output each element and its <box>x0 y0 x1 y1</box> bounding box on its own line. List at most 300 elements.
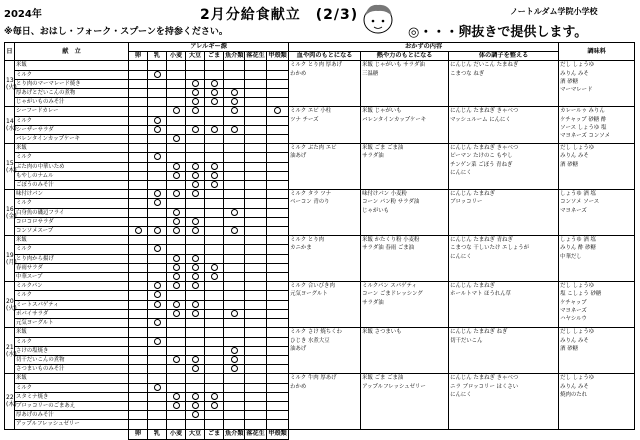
allergen-cell <box>129 337 148 346</box>
allergen-cell <box>245 236 267 245</box>
allergen-cell <box>148 125 167 134</box>
allergen-cell <box>129 135 148 144</box>
allergen-cell <box>267 328 289 337</box>
allergen-cell <box>224 383 245 392</box>
allergen-cell <box>167 254 186 263</box>
allergen-cell <box>205 153 224 162</box>
allergen-cell <box>148 401 167 410</box>
allergen-cell <box>148 411 167 420</box>
seasonings: だし しょうゆ みりん みそ 焼肉のたれ <box>559 374 635 429</box>
allergen-mark-icon <box>192 310 199 317</box>
dish-name: ミルク <box>15 245 129 254</box>
allergen-cell <box>205 199 224 208</box>
allergen-cell <box>129 181 148 190</box>
allergen-cell <box>205 337 224 346</box>
allergen-cell <box>186 365 205 374</box>
allergen-cell <box>148 263 167 272</box>
green-foods: にんじん たまねぎ きゃべつ ピーマン たけのこ もやし チンゲン菜 ごぼう 青ねぎ にんにく <box>449 144 559 190</box>
allergen-cell <box>129 245 148 254</box>
allergen-cell <box>205 125 224 134</box>
green-foods: にんじん たまねぎ 青ねぎ こまつな 干しいたけ エしょうが にんにく <box>449 236 559 282</box>
allergen-cell <box>186 116 205 125</box>
allergen-mark-icon <box>173 107 180 114</box>
allergen-cell <box>148 89 167 98</box>
page-title: 2月分給食献立 (2/3) <box>200 7 359 23</box>
allergen-cell <box>167 309 186 318</box>
allergen-cell <box>245 291 267 300</box>
allergen-cell <box>129 98 148 107</box>
allergen-cell <box>224 116 245 125</box>
dish-name: 米飯 <box>15 61 129 70</box>
allergen-mark-icon <box>154 282 161 289</box>
allergen-cell <box>167 217 186 226</box>
allergen-cell <box>167 319 186 328</box>
dish-name: とり肉のマーマレード焼き <box>15 79 129 88</box>
allergen-cell <box>167 199 186 208</box>
allergen-cell <box>224 245 245 254</box>
allergen-cell <box>167 181 186 190</box>
allergen-cell <box>205 107 224 116</box>
allergen-cell <box>167 365 186 374</box>
allergen-cell <box>205 254 224 263</box>
dish-name: ミルクパン <box>15 282 129 291</box>
allergen-cell <box>129 116 148 125</box>
allergen-cell <box>224 144 245 153</box>
table-row <box>5 328 635 337</box>
allergen-cell <box>129 401 148 410</box>
allergen-cell <box>148 383 167 392</box>
table-row <box>5 107 635 116</box>
allergen-cell <box>224 181 245 190</box>
dish-name: 米飯 <box>15 328 129 337</box>
allergen-cell <box>224 162 245 171</box>
child-illustration-icon <box>358 2 398 36</box>
allergen-cell <box>267 61 289 70</box>
allergen-cell <box>224 392 245 401</box>
foot-allergen: 小麦 <box>167 429 186 439</box>
allergen-cell <box>205 282 224 291</box>
green-foods: にんじん たまねぎ ブロッコリー <box>449 190 559 236</box>
allergen-cell <box>245 401 267 410</box>
allergen-cell <box>205 116 224 125</box>
table-row <box>5 282 635 291</box>
allergen-cell <box>267 107 289 116</box>
dish-name: ミルク <box>15 383 129 392</box>
allergen-cell <box>167 144 186 153</box>
allergen-cell <box>167 153 186 162</box>
foot-allergen: 大豆 <box>186 429 205 439</box>
allergen-mark-icon <box>231 227 238 234</box>
allergen-cell <box>224 374 245 383</box>
allergen-cell <box>267 79 289 88</box>
allergen-cell <box>148 392 167 401</box>
allergen-cell <box>148 346 167 355</box>
allergen-cell <box>245 273 267 282</box>
allergen-cell <box>148 181 167 190</box>
dish-name: ミルク <box>15 70 129 79</box>
allergen-cell <box>148 245 167 254</box>
table-row <box>5 144 635 153</box>
allergen-cell <box>129 171 148 180</box>
allergen-cell <box>148 337 167 346</box>
allergen-cell <box>186 236 205 245</box>
allergen-cell <box>167 291 186 300</box>
allergen-mark-icon <box>192 163 199 170</box>
allergen-cell <box>245 199 267 208</box>
allergen-mark-icon <box>173 402 180 409</box>
allergen-cell <box>186 153 205 162</box>
allergen-cell <box>224 190 245 199</box>
col-allergy-group: アレルギー源 <box>129 43 289 52</box>
allergen-cell <box>186 199 205 208</box>
allergen-cell <box>224 263 245 272</box>
egg-free-notice: ◎・・・卵抜きで提供します。 <box>408 25 588 40</box>
allergen-cell <box>129 309 148 318</box>
allergen-mark-icon <box>211 393 218 400</box>
red-foods: ミルク 合いびき肉 元気ヨーグルト <box>289 282 361 328</box>
allergen-cell <box>167 162 186 171</box>
allergen-mark-icon <box>154 190 161 197</box>
allergen-mark-icon <box>231 356 238 363</box>
allergen-cell <box>205 245 224 254</box>
allergen-cell <box>224 355 245 364</box>
allergen-cell <box>186 337 205 346</box>
dish-name: シーフードカレー <box>15 107 129 116</box>
allergen-cell <box>205 401 224 410</box>
foot-allergen: 卵 <box>129 429 148 439</box>
allergen-cell <box>167 135 186 144</box>
allergen-mark-icon <box>173 227 180 234</box>
day-label: 19 (月) <box>5 236 15 282</box>
allergen-cell <box>205 328 224 337</box>
allergen-cell <box>245 337 267 346</box>
allergen-mark-icon <box>173 301 180 308</box>
green-foods: にんじん だいこん たまねぎ こまつな ねぎ <box>449 61 559 107</box>
allergen-mark-icon <box>192 98 199 105</box>
allergen-cell <box>129 346 148 355</box>
allergen-cell <box>167 420 186 429</box>
allergen-mark-icon <box>192 255 199 262</box>
allergen-cell <box>186 374 205 383</box>
menu-table <box>4 42 635 440</box>
allergen-cell <box>267 89 289 98</box>
allergen-cell <box>205 273 224 282</box>
allergen-cell <box>267 374 289 383</box>
allergen-cell <box>245 217 267 226</box>
allergen-cell <box>186 282 205 291</box>
foot-allergen: 落花生 <box>245 429 267 439</box>
allergen-cell <box>267 273 289 282</box>
allergen-cell <box>186 162 205 171</box>
allergen-cell <box>167 116 186 125</box>
allergen-mark-icon <box>192 227 199 234</box>
col-red: 血や肉のもとになる <box>289 52 361 61</box>
red-foods: ミルク とり肉 厚あげ わかめ <box>289 61 361 107</box>
allergen-mark-icon <box>192 402 199 409</box>
col-allergen: 魚介類 <box>225 52 244 60</box>
allergen-cell <box>186 89 205 98</box>
allergen-cell <box>186 355 205 364</box>
allergen-mark-icon <box>231 347 238 354</box>
allergen-cell <box>205 291 224 300</box>
red-foods: ミルク さけ 焼ちくわ ひじき 水煮大豆 油あげ <box>289 328 361 374</box>
allergen-cell <box>205 236 224 245</box>
dish-name: スタミナ焼き <box>15 392 129 401</box>
foot-allergen: 乳 <box>148 429 167 439</box>
allergen-mark-icon <box>154 199 161 206</box>
col-day: 日 <box>5 43 15 61</box>
allergen-mark-icon <box>173 135 180 142</box>
seasonings: カレールゥ みりん ケチャップ 砂糖 酢 ソース しょうゆ 塩 マヨネーズ コンソメ <box>559 107 635 144</box>
allergen-cell <box>167 328 186 337</box>
allergen-cell <box>267 181 289 190</box>
allergen-mark-icon <box>192 172 199 179</box>
allergen-cell <box>167 190 186 199</box>
allergen-cell <box>224 365 245 374</box>
allergen-mark-icon <box>192 282 199 289</box>
allergen-cell <box>186 263 205 272</box>
allergen-mark-icon <box>154 117 161 124</box>
allergen-cell <box>205 411 224 420</box>
allergen-mark-icon <box>173 310 180 317</box>
foot-allergen: 魚介類 <box>224 429 245 439</box>
allergen-cell <box>267 171 289 180</box>
table-row <box>5 374 635 383</box>
dish-name: ミルク <box>15 199 129 208</box>
allergen-cell <box>245 153 267 162</box>
green-foods: にんじん たまねぎ きゃべつ ニラ ブロッコリー はくさい にんにく <box>449 374 559 429</box>
allergen-cell <box>148 116 167 125</box>
yellow-foods: 米飯 じゃがいも バレンタインカップケーキ <box>361 107 449 144</box>
allergen-mark-icon <box>173 218 180 225</box>
allergen-cell <box>129 291 148 300</box>
allergen-cell <box>245 79 267 88</box>
allergen-cell <box>148 236 167 245</box>
dish-name: 米飯 <box>15 236 129 245</box>
allergen-cell <box>245 300 267 309</box>
allergen-cell <box>224 217 245 226</box>
allergen-cell <box>148 282 167 291</box>
dish-name: ミルク <box>15 153 129 162</box>
seasonings: だし しょうゆ みりん みそ 酒 砂糖 <box>559 328 635 374</box>
allergen-mark-icon <box>211 163 218 170</box>
allergen-cell <box>167 346 186 355</box>
allergen-cell <box>167 273 186 282</box>
year-label: 2024年 <box>4 9 42 20</box>
allergen-cell <box>245 282 267 291</box>
dish-name: ブロッコリーのごまあえ <box>15 401 129 410</box>
allergen-cell <box>267 383 289 392</box>
allergen-mark-icon <box>211 98 218 105</box>
dish-name: ミートスパゲティ <box>15 300 129 309</box>
allergen-cell <box>267 337 289 346</box>
allergen-cell <box>267 346 289 355</box>
dish-name: とり肉から揚げ <box>15 254 129 263</box>
allergen-cell <box>129 420 148 429</box>
dish-name: ごぼうのみそ汁 <box>15 181 129 190</box>
allergen-cell <box>267 300 289 309</box>
allergen-cell <box>245 89 267 98</box>
allergen-mark-icon <box>211 126 218 133</box>
allergen-cell <box>267 217 289 226</box>
seasonings: しょうゆ 酒 塩 みりん 酢 砂糖 中華だし <box>559 236 635 282</box>
allergen-cell <box>167 236 186 245</box>
allergen-cell <box>205 383 224 392</box>
foot-allergen: ごま <box>205 429 224 439</box>
allergen-cell <box>267 208 289 217</box>
seasonings: しょうゆ 酒 塩 コンソメ ソース マヨネーズ <box>559 190 635 236</box>
allergen-mark-icon <box>173 393 180 400</box>
col-yellow: 熱や力のもとになる <box>361 52 449 61</box>
col-allergen: 小麦 <box>167 52 186 61</box>
allergen-cell <box>245 411 267 420</box>
allergen-cell <box>245 227 267 236</box>
allergen-cell <box>245 98 267 107</box>
allergen-mark-icon <box>211 181 218 188</box>
allergen-cell <box>267 420 289 429</box>
allergen-mark-icon <box>154 153 161 160</box>
allergen-cell <box>224 89 245 98</box>
allergen-cell <box>205 227 224 236</box>
allergen-mark-icon <box>154 319 161 326</box>
allergen-cell <box>224 79 245 88</box>
allergen-cell <box>224 300 245 309</box>
allergen-cell <box>186 254 205 263</box>
dish-name: シーザーサラダ <box>15 125 129 134</box>
allergen-mark-icon <box>154 245 161 252</box>
allergen-mark-icon <box>173 163 180 170</box>
table-row <box>5 190 635 199</box>
col-allergen: 大豆 <box>186 52 205 61</box>
dish-name: ミルク <box>15 291 129 300</box>
allergen-cell <box>267 245 289 254</box>
allergen-cell <box>224 70 245 79</box>
allergen-cell <box>186 319 205 328</box>
allergen-mark-icon <box>231 310 238 317</box>
allergen-mark-icon <box>231 365 238 372</box>
day-label: 16 (金) <box>5 190 15 236</box>
allergen-cell <box>224 346 245 355</box>
allergen-cell <box>245 263 267 272</box>
allergen-cell <box>267 263 289 272</box>
allergen-cell <box>245 181 267 190</box>
allergen-cell <box>167 300 186 309</box>
seasonings: だし しょうゆ 塩 こしょう 砂糖 ケチャップ マヨネーズ ハヤシルウ <box>559 282 635 328</box>
dish-name: 米飯 <box>15 144 129 153</box>
allergen-cell <box>129 236 148 245</box>
seasonings: だし しょうゆ みりん みそ 酒 砂糖 <box>559 144 635 190</box>
allergen-cell <box>186 181 205 190</box>
allergen-cell <box>129 365 148 374</box>
allergen-cell <box>267 162 289 171</box>
allergen-cell <box>186 144 205 153</box>
allergen-cell <box>267 365 289 374</box>
allergen-cell <box>205 263 224 272</box>
allergen-cell <box>224 153 245 162</box>
allergen-cell <box>129 199 148 208</box>
allergen-cell <box>245 392 267 401</box>
day-label: 22 (木) <box>5 374 15 429</box>
allergen-cell <box>245 374 267 383</box>
allergen-cell <box>167 392 186 401</box>
allergen-cell <box>267 236 289 245</box>
allergen-cell <box>224 236 245 245</box>
allergen-cell <box>129 162 148 171</box>
allergen-cell <box>267 153 289 162</box>
allergen-cell <box>224 98 245 107</box>
page-header <box>0 0 640 42</box>
allergen-cell <box>167 70 186 79</box>
allergen-cell <box>129 411 148 420</box>
allergen-cell <box>148 291 167 300</box>
allergen-cell <box>186 98 205 107</box>
allergen-cell <box>205 190 224 199</box>
allergen-cell <box>267 227 289 236</box>
allergen-cell <box>205 79 224 88</box>
col-seasoning: 調味料 <box>559 43 635 61</box>
allergen-cell <box>167 171 186 180</box>
red-foods: ミルク ぶた肉 エビ 油あげ <box>289 144 361 190</box>
allergen-cell <box>205 309 224 318</box>
allergen-mark-icon <box>154 301 161 308</box>
allergen-mark-icon <box>173 172 180 179</box>
allergen-cell <box>224 254 245 263</box>
allergen-cell <box>129 300 148 309</box>
allergen-mark-icon <box>192 89 199 96</box>
allergen-cell <box>186 125 205 134</box>
allergen-cell <box>224 61 245 70</box>
red-foods: ミルク タラ ツナ ベーコン 青のり <box>289 190 361 236</box>
allergen-cell <box>167 61 186 70</box>
allergen-cell <box>186 392 205 401</box>
allergen-mark-icon <box>173 273 180 280</box>
allergen-mark-icon <box>211 402 218 409</box>
allergen-cell <box>186 79 205 88</box>
allergen-mark-icon <box>192 411 199 418</box>
allergen-cell <box>148 199 167 208</box>
allergen-mark-icon <box>192 393 199 400</box>
red-foods: ミルク エビ 小柱 ツナ チーズ <box>289 107 361 144</box>
allergen-cell <box>186 383 205 392</box>
yellow-foods: 米飯 ごま ごま油 アップルフレッシュゼリー <box>361 374 449 429</box>
allergen-mark-icon <box>192 264 199 271</box>
allergen-mark-icon <box>231 98 238 105</box>
allergen-mark-icon <box>192 107 199 114</box>
allergen-mark-icon <box>192 218 199 225</box>
foot-allergen: 甲殻類 <box>267 429 289 439</box>
allergen-cell <box>129 392 148 401</box>
allergen-cell <box>224 291 245 300</box>
allergen-cell <box>245 245 267 254</box>
col-allergen: ごま <box>205 52 224 61</box>
allergen-cell <box>167 98 186 107</box>
allergen-cell <box>129 125 148 134</box>
allergen-mark-icon <box>173 356 180 363</box>
allergen-cell <box>129 254 148 263</box>
allergen-cell <box>186 291 205 300</box>
allergen-cell <box>224 107 245 116</box>
allergen-cell <box>267 144 289 153</box>
dish-name: 味付けパン <box>15 190 129 199</box>
allergen-cell <box>267 98 289 107</box>
allergen-cell <box>205 392 224 401</box>
allergen-cell <box>148 171 167 180</box>
allergen-cell <box>224 401 245 410</box>
day-label: 13 (火) <box>5 61 15 107</box>
dish-name: 厚あげのみそ汁 <box>15 411 129 420</box>
allergen-cell <box>186 190 205 199</box>
allergen-cell <box>267 392 289 401</box>
